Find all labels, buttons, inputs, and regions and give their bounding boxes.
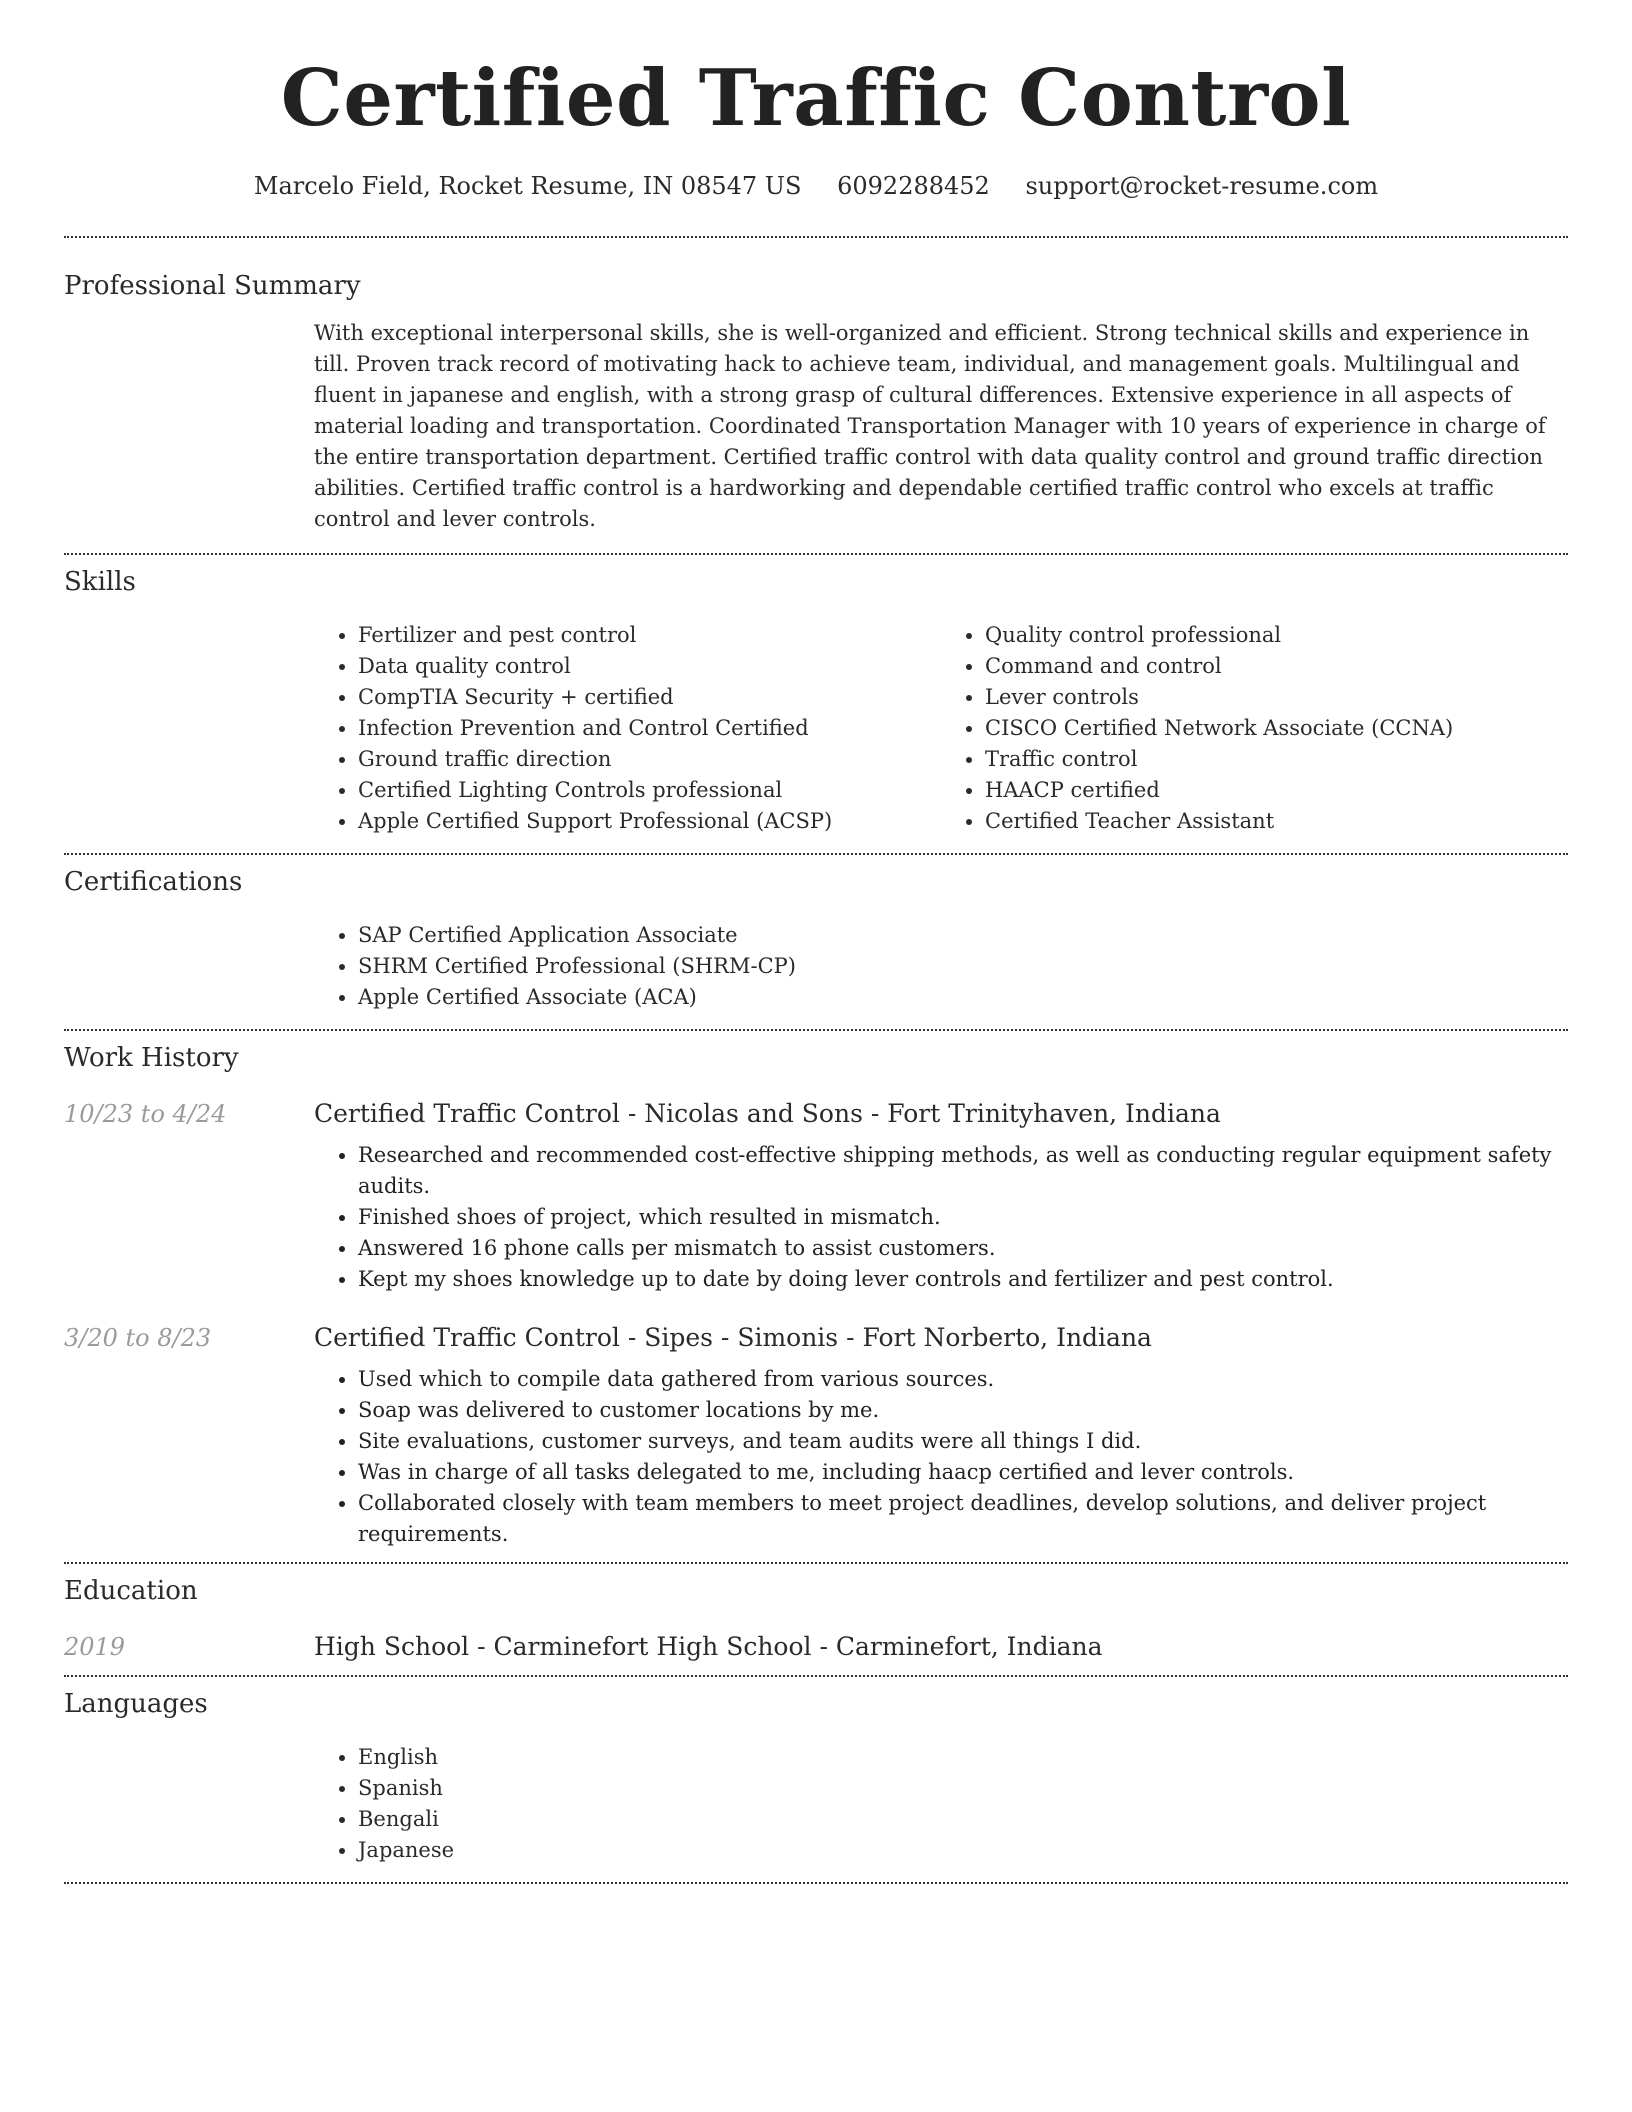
education-entry (64, 1632, 1568, 1661)
skill-item: • CISCO Certified Network Associate (CCNA) (985, 713, 1568, 744)
section-title-work: Work History (64, 1043, 239, 1073)
language-item: • English (358, 1742, 1568, 1773)
languages-list (314, 1742, 1568, 1866)
job-bullet: • Was in charge of all tasks delegated to me, including haacp certified and lever controls. (358, 1457, 1568, 1488)
languages-section (64, 1677, 1568, 1866)
language-item: • Japanese (358, 1835, 1568, 1866)
job-bullet-list (314, 1140, 1568, 1295)
language-item: • Spanish (358, 1773, 1568, 1804)
skills-list-right (941, 620, 1568, 837)
skill-item: • Ground traffic direction (358, 744, 941, 775)
job-bullet: • Researched and recommended cost-effective shipping methods, as well as conducting regular equipment safety audits. (358, 1140, 1568, 1202)
divider (64, 1882, 1568, 1884)
languages-content (314, 1742, 1568, 1866)
contact-address: Marcelo Field, Rocket Resume, IN 08547 US (253, 172, 802, 200)
job-bullet: • Soap was delivered to customer locations by me. (358, 1395, 1568, 1426)
job-bullets (314, 1364, 1568, 1550)
skills-section (64, 555, 1568, 837)
job-entry (64, 1323, 1568, 1352)
job-heading: Certified Traffic Control - Nicolas and Sons - Fort Trinityhaven, Indiana (314, 1099, 1221, 1128)
skill-item: • Infection Prevention and Control Certified (358, 713, 941, 744)
certification-item: • Apple Certified Associate (ACA) (358, 982, 1568, 1013)
skill-item: • Command and control (985, 651, 1568, 682)
education-section (64, 1564, 1568, 1661)
job-bullet: • Used which to compile data gathered from various sources. (358, 1364, 1568, 1395)
summary-section (64, 238, 1568, 535)
job-bullets (314, 1140, 1568, 1295)
certifications-list (314, 920, 1568, 1013)
skills-list-left (314, 620, 941, 837)
job-bullet: • Collaborated closely with team members to meet project deadlines, develop solutions, and deliver project requirements. (358, 1488, 1568, 1550)
job-bullet: • Finished shoes of project, which resulted in mismatch. (358, 1202, 1568, 1233)
skill-item: • Data quality control (358, 651, 941, 682)
contact-email: support@rocket-resume.com (1025, 172, 1379, 200)
certification-item: • SAP Certified Application Associate (358, 920, 1568, 951)
section-title-certifications: Certifications (64, 867, 243, 897)
skill-item: • Fertilizer and pest control (358, 620, 941, 651)
skill-item: • HAACP certified (985, 775, 1568, 806)
job-date: 10/23 to 4/24 (64, 1100, 227, 1128)
skill-item: • Certified Teacher Assistant (985, 806, 1568, 837)
section-title-skills: Skills (64, 567, 136, 597)
section-title-languages: Languages (64, 1689, 208, 1719)
certifications-content (314, 920, 1568, 1013)
skill-item: • CompTIA Security + certified (358, 682, 941, 713)
skill-item: • Certified Lighting Controls professional (358, 775, 941, 806)
section-title-summary: Professional Summary (64, 271, 361, 301)
job-bullet: • Kept my shoes knowledge up to date by doing lever controls and fertilizer and pest control. (358, 1264, 1568, 1295)
job-entry (64, 1099, 1568, 1128)
skills-columns (314, 620, 1568, 837)
summary-text: With exceptional interpersonal skills, she is well-organized and efficient. Strong technical skills and experience in till. Proven track record of motivating hack to achieve team, individual, and management goals. Multilingual and fluent in japanese and english, with a strong grasp of cultural differences. Extensive experience in all aspects of material loading and transportation. Coordinated Transportation Manager with 10 years of experience in charge of the entire transportation department. Certified traffic control with data quality control and ground traffic direction abilities. Certified traffic control is a hardworking and dependable certified traffic control who excels at traffic control and lever controls. (314, 321, 1546, 531)
job-bullet-list (314, 1364, 1568, 1550)
skill-item: • Lever controls (985, 682, 1568, 713)
resume-title: Certified Traffic Control (280, 53, 1352, 144)
skill-item: • Apple Certified Support Professional (ACSP) (358, 806, 941, 837)
certifications-section (64, 855, 1568, 1013)
contact-phone: 6092288452 (837, 172, 990, 200)
skill-item: • Quality control professional (985, 620, 1568, 651)
language-item: • Bengali (358, 1804, 1568, 1835)
education-date: 2019 (64, 1633, 126, 1661)
job-date: 3/20 to 8/23 (64, 1324, 212, 1352)
work-section (64, 1031, 1568, 1550)
skill-item: • Traffic control (985, 744, 1568, 775)
section-title-education: Education (64, 1576, 198, 1606)
job-bullet: • Answered 16 phone calls per mismatch to assist customers. (358, 1233, 1568, 1264)
certification-item: • SHRM Certified Professional (SHRM-CP) (358, 951, 1568, 982)
job-bullet: • Site evaluations, customer surveys, and team audits were all things I did. (358, 1426, 1568, 1457)
education-heading: High School - Carminefort High School - Carminefort, Indiana (314, 1632, 1103, 1661)
contact-line (64, 172, 1568, 204)
job-heading: Certified Traffic Control - Sipes - Simonis - Fort Norberto, Indiana (314, 1323, 1152, 1352)
